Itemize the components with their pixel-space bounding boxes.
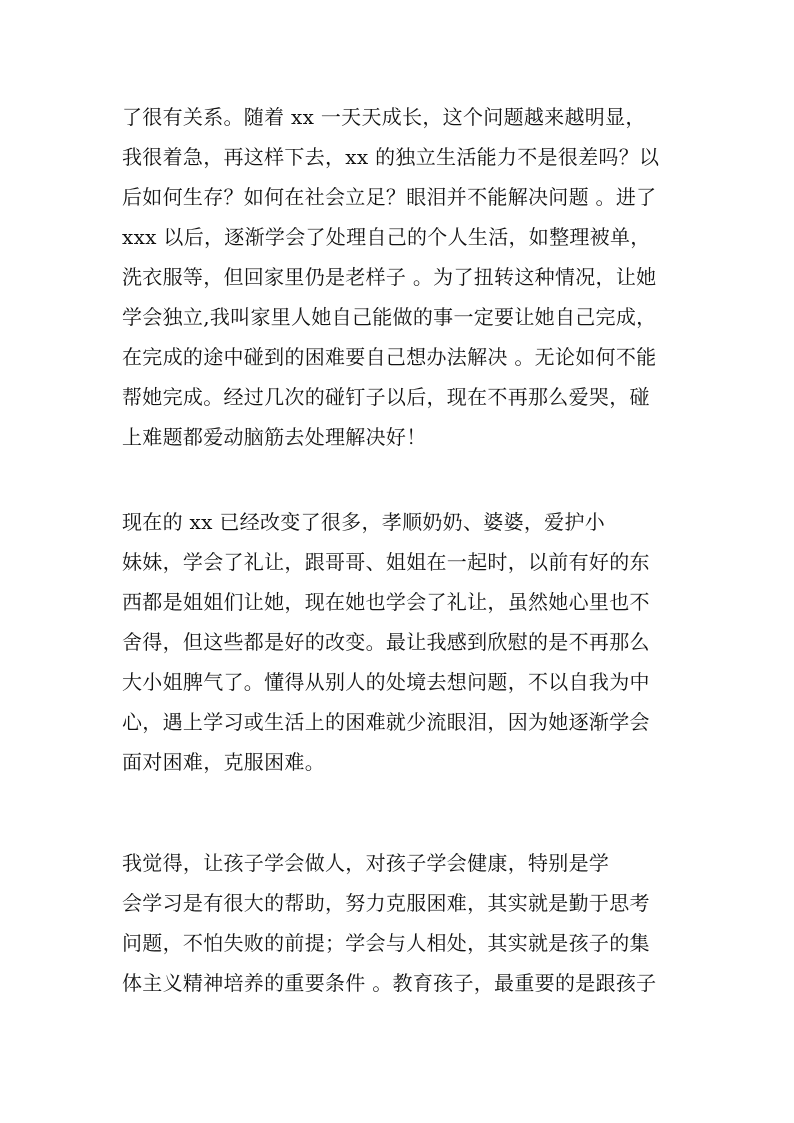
text-line: 体主义精神培养的重要条件 。教育孩子，最重要的是跟孩子 [122,971,657,995]
text-line: 我很着急，再这样下去，xx 的独立生活能力不是很差吗？以 [122,145,660,169]
text-line: 问题，不怕失败的前提；学会与人相处，其实就是孩子的集 [122,931,650,955]
text-line: 帮她完成。经过几次的碰钉子以后，现在不再那么爱哭，碰 [122,385,650,409]
text-line: 了很有关系。随着 xx 一天天成长，这个问题越来越明显， [122,105,646,129]
text-line: 面对困难，克服困难。 [122,750,325,774]
text-line: 妹妹，学会了礼让，跟哥哥、姐姐在一起时，以前有好的东 [122,550,650,574]
text-line: 在完成的途中碰到的困难要自己想办法解决 。无论如何不能 [122,345,657,369]
text-line: 现在的 xx 已经改变了很多，孝顺奶奶、婆婆，爱护小 [122,510,606,534]
text-line: 上难题都爱动脑筋去处理解决好！ [122,425,427,449]
text-line: 大小姐脾气了。懂得从别人的处境去想问题，不以自我为中 [122,670,650,694]
text-line: xxx 以后，逐渐学会了处理自己的个人生活，如整理被单， [122,225,651,249]
text-line: 舍得，但这些都是好的改变。最让我感到欣慰的是不再那么 [122,630,650,654]
text-line: 洗衣服等，但回家里仍是老样子 。为了扭转这种情况，让她 [122,265,657,289]
text-line: 心，遇上学习或生活上的困难就少流眼泪，因为她逐渐学会 [122,710,650,734]
text-line: 后如何生存？如何在社会立足？眼泪并不能解决问题 。进了 [122,185,657,209]
text-line: 学会独立,我叫家里人她自己能做的事一定要让她自己完成， [122,305,657,329]
text-line: 我觉得，让孩子学会做人，对孩子学会健康，特别是学 [122,851,610,875]
text-line: 会学习是有很大的帮助，努力克服困难，其实就是勤于思考 [122,891,650,915]
text-line: 西都是姐姐们让她，现在她也学会了礼让，虽然她心里也不 [122,590,650,614]
